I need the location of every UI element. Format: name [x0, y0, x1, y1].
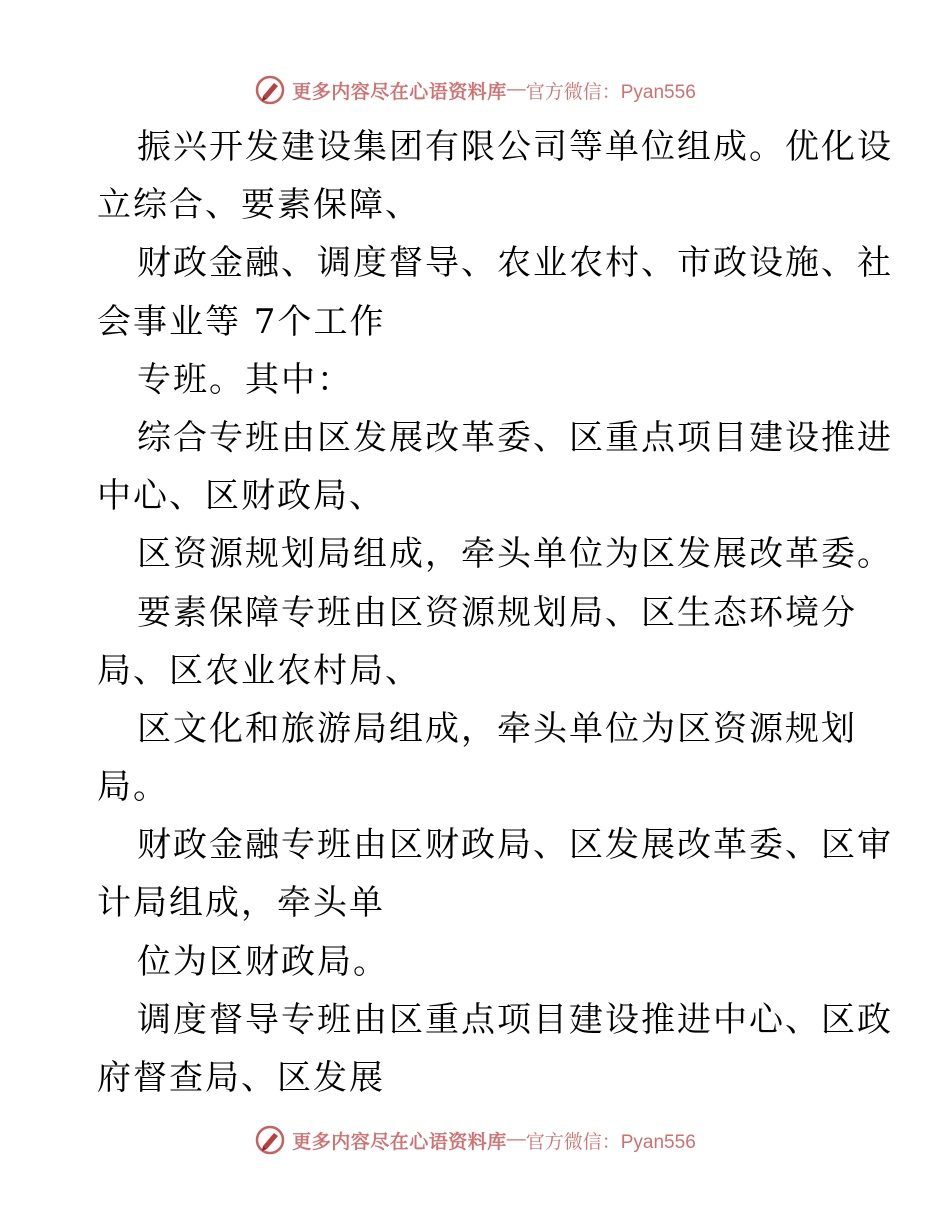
- text-line: 区文化和旅游局组成，牵头单位为区资源规划: [137, 708, 857, 749]
- text-line: 位为区财政局。: [137, 941, 389, 982]
- header-watermark: [0, 70, 950, 110]
- text-line: 会事业等 7个工作: [97, 301, 386, 342]
- watermark-separator: —: [506, 1129, 526, 1150]
- text-line: 中心、区财政局、: [97, 476, 385, 517]
- text-line: 专班。其中：: [137, 359, 353, 400]
- text-line: 区资源规划局组成，牵头单位为区发展改革委。: [137, 534, 893, 575]
- text-line: 计局组成，牵头单: [97, 883, 385, 924]
- text-line: 财政金融专班由区财政局、区发展改革委、区审: [137, 825, 893, 866]
- text-line: 立综合、要素保障、: [97, 185, 421, 226]
- watermark-wechat: 官方微信：Pyan556: [525, 81, 696, 103]
- pen-circle-logo-icon: [254, 1124, 286, 1156]
- text-line: 局。: [97, 767, 169, 808]
- pen-circle-logo-icon: [254, 74, 286, 106]
- watermark-text: 更多内容尽在心语资料库: [292, 1130, 507, 1153]
- watermark-text: 更多内容尽在心语资料库: [292, 80, 507, 103]
- text-line: 调度督导专班由区重点项目建设推进中心、区政: [137, 999, 893, 1040]
- text-line: 振兴开发建设集团有限公司等单位组成。优化设: [137, 127, 893, 167]
- text-line: 综合专班由区发展改革委、区重点项目建设推进: [137, 417, 893, 458]
- text-line: 局、区农业农村局、: [97, 650, 421, 691]
- document-body: [97, 118, 893, 1107]
- footer-watermark: [0, 1120, 950, 1160]
- text-line: 府督查局、区发展: [97, 1058, 385, 1098]
- text-line: 要素保障专班由区资源规划局、区生态环境分: [137, 592, 857, 633]
- watermark-wechat: 官方微信：Pyan556: [525, 1131, 696, 1153]
- watermark-separator: —: [506, 79, 526, 100]
- text-line: 财政金融、调度督导、农业农村、市政设施、社: [137, 243, 893, 284]
